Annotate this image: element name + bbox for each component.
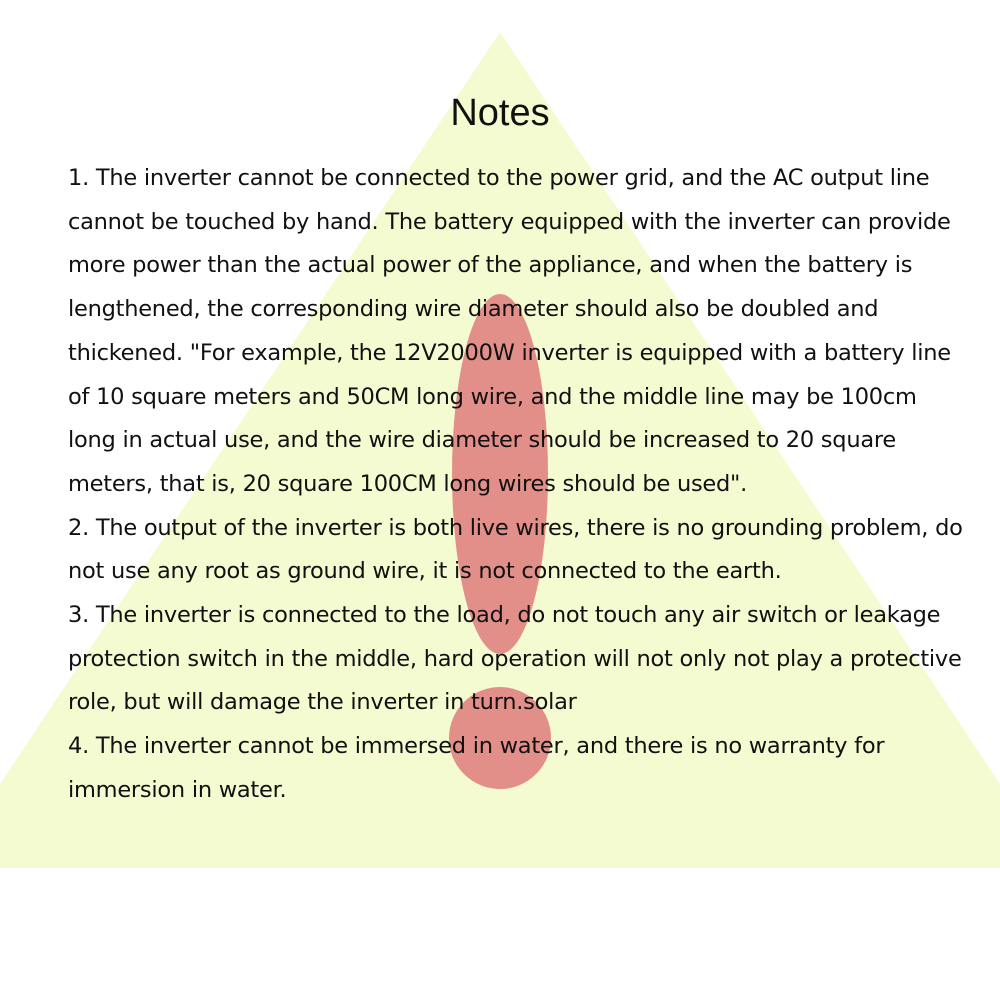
note-item-2: 2. The output of the inverter is both live wires, there is no grounding problem, do not use any root as ground wire, it is not connected to the earth. bbox=[68, 514, 963, 585]
page-title: Notes bbox=[450, 92, 550, 134]
note-item-4: 4. The inverter cannot be immersed in water, and there is no warranty for immersion in water. bbox=[68, 733, 885, 803]
note-item-1: 1. The inverter cannot be connected to the power grid, and the AC output line cannot be touched by hand. The battery equipped with the inverter can provide more power than the actual power of the appliance, and when the battery is lengthened, the corresponding wire diameter should also be doubled and thickened. "For example, the 12V2000W inverter is equipped with a battery line of 10 square meters and 50CM long wire, and the middle line may be 100cm long in actual use, and the wire diameter should be increased to 20 square meters, that is, 20 square 100CM long wires should be used". bbox=[68, 165, 951, 497]
note-item-3: 3. The inverter is connected to the load, do not touch any air switch or leakage protection switch in the middle, hard operation will not only not play a protective role, but will damage the inverter in turn.solar bbox=[68, 602, 962, 716]
notes-list bbox=[68, 157, 968, 813]
